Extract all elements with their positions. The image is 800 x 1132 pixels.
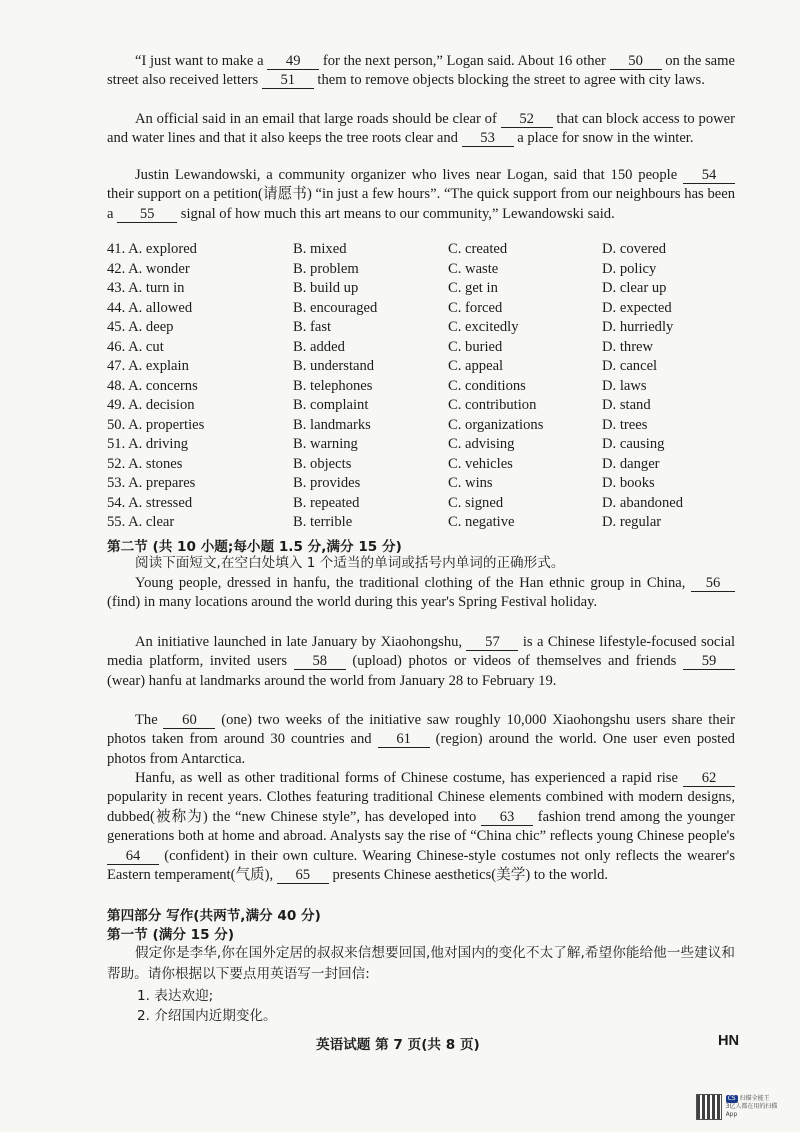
option-choice: 44. A. allowed xyxy=(107,299,193,316)
writing-prompt: 假定你是李华,你在国外定居的叔叔来信想要回国,他对国内的变化不太了解,希望你能给他一些建议和帮助。请你根据以下要点用英语写一封回信: xyxy=(107,945,735,982)
writing-point-2: 2. 介绍国内近期变化。 xyxy=(137,1008,277,1024)
option-choice: D. laws xyxy=(602,377,647,394)
option-choice: D. policy xyxy=(602,260,657,277)
option-choice: D. cancel xyxy=(602,358,658,374)
option-row xyxy=(107,456,747,475)
option-row xyxy=(107,280,747,299)
blank-61: 61 xyxy=(378,731,430,748)
option-choice: 41. A. explored xyxy=(107,241,197,257)
grammar-paragraph-3: The 60 (one) two weeks of the initiative saw roughly 10,000 Xiaohongshu users share their photos taken from around 30 countries and 61 (region) around the world. One user even posted photos from Antarctica. xyxy=(107,712,736,767)
option-row xyxy=(107,417,747,436)
option-row xyxy=(107,241,747,260)
writing-point-1: 1. 表达欢迎; xyxy=(137,988,214,1004)
option-choice: C. organizations xyxy=(448,416,544,433)
option-choice: C. wins xyxy=(448,475,493,491)
section2-heading: 第二节 (共 10 小题;每小题 1.5 分,满分 15 分) xyxy=(107,539,402,555)
option-choice: D. stand xyxy=(602,397,651,413)
option-choice: 48. A. concerns xyxy=(107,377,198,394)
option-choice: 55. A. clear xyxy=(107,514,175,530)
option-choice: B. landmarks xyxy=(293,416,371,433)
option-row xyxy=(107,436,747,455)
option-choice: C. conditions xyxy=(448,377,526,394)
scanner-tagline: 3亿人都在用的扫描App xyxy=(725,1103,778,1118)
blank-58: 58 xyxy=(294,653,346,670)
camscanner-logo-icon: CS xyxy=(727,1095,736,1102)
option-choice: B. fast xyxy=(293,319,332,335)
option-choice: D. trees xyxy=(602,416,648,433)
option-choice: B. repeated xyxy=(293,494,360,511)
scanner-watermark xyxy=(696,1093,788,1121)
blank-53: 53 xyxy=(462,130,514,147)
option-row xyxy=(107,514,747,533)
option-choice: B. complaint xyxy=(293,397,369,413)
scanner-app-name: 扫描全能王 xyxy=(739,1095,770,1102)
blank-57: 57 xyxy=(466,634,518,651)
grammar-paragraph-1: Young people, dressed in hanfu, the traditional clothing of the Han ethnic group in China, 56 (find) in many locations around the world during this year's Spring Festival holiday. xyxy=(107,574,735,613)
grammar-paragraph-2: An initiative launched in late January by Xiaohongshu, 57 is a Chinese lifestyle-focused social media platform, invited users 58 (upload) photos or videos of themselves and friends 59 (wear) hanfu at landmarks around the world from January 28 to February 19. xyxy=(107,634,735,689)
option-choice: 50. A. properties xyxy=(107,416,205,433)
option-choice: B. build up xyxy=(293,280,359,296)
option-choice: 42. A. wonder xyxy=(107,260,190,277)
section2-instruction: 阅读下面短文,在空白处填入 1 个适当的单词或括号内单词的正确形式。 xyxy=(135,555,565,571)
option-row xyxy=(107,300,747,319)
blank-60: 60 xyxy=(163,712,215,729)
option-choice: C. get in xyxy=(448,280,498,296)
option-row xyxy=(107,261,747,280)
option-choice: 51. A. driving xyxy=(107,436,189,452)
option-choice: B. added xyxy=(293,338,345,355)
page-footer-title: 英语试题 第 7 页(共 8 页) xyxy=(316,1037,480,1053)
option-row xyxy=(107,397,747,416)
option-choice: D. books xyxy=(602,475,655,491)
option-choice: B. telephones xyxy=(293,377,373,394)
blank-59: 59 xyxy=(683,653,735,670)
option-choice: D. abandoned xyxy=(602,494,684,511)
option-choice: C. waste xyxy=(448,260,499,277)
blank-49: 49 xyxy=(267,53,319,70)
blank-51: 51 xyxy=(262,72,314,89)
blank-54: 54 xyxy=(683,167,735,184)
blank-56: 56 xyxy=(691,575,735,592)
option-choice: C. vehicles xyxy=(448,455,513,472)
part4-heading: 第四部分 写作(共两节,满分 40 分) xyxy=(107,908,321,924)
option-row xyxy=(107,339,747,358)
option-choice: D. regular xyxy=(602,514,662,530)
cloze-paragraph-3: Justin Lewandowski, a community organizer who lives near Logan, said that 150 people 54 their support on a petition(请愿书) “in just a few hours”. “The quick support from our neighbours has been a 55 signal of how much this art means to our community,” Lewandowski said. xyxy=(107,167,735,222)
option-choice: C. created xyxy=(448,241,508,257)
cloze-paragraph-2: An official said in an email that large roads should be clear of 52 that can block access to power and water lines and that it also keeps the tree roots clear and 53 a place for snow in the winter. xyxy=(107,111,735,147)
option-choice: C. appeal xyxy=(448,358,504,374)
option-choice: C. advising xyxy=(448,436,515,452)
part4-sub-heading: 第一节 (满分 15 分) xyxy=(107,927,235,943)
option-choice: B. problem xyxy=(293,260,359,277)
option-choice: D. hurriedly xyxy=(602,319,674,335)
option-choice: B. provides xyxy=(293,475,361,491)
blank-50: 50 xyxy=(610,53,662,70)
grammar-paragraph-4: Hanfu, as well as other traditional forms of Chinese costume, has experienced a rapid rise 62 popularity in recent years. Clothes featuring traditional Chinese elements combined with modern designs, dubbed(被称为) the “new Chinese style”, has developed into 63 fashion trend among the younger generations both at home and abroad. Analysts say the rise of “China chic” reflects young Chinese people's 64 (confident) in their own culture. Wearing Chinese-style costumes not only reflects the wearer's Eastern temperament(气质), 65 presents Chinese aesthetics(美学) to the world. xyxy=(107,770,735,884)
option-row xyxy=(107,358,747,377)
option-choice: D. threw xyxy=(602,338,654,355)
option-choice: 47. A. explain xyxy=(107,358,189,374)
option-choice: D. danger xyxy=(602,455,660,472)
option-choice: 46. A. cut xyxy=(107,338,164,355)
option-choice: D. causing xyxy=(602,436,665,452)
option-choice: B. understand xyxy=(293,358,375,374)
option-row xyxy=(107,378,747,397)
option-choice: B. encouraged xyxy=(293,299,378,316)
option-row xyxy=(107,495,747,514)
blank-65: 65 xyxy=(277,867,329,884)
blank-63: 63 xyxy=(481,809,533,826)
option-choice: B. warning xyxy=(293,436,358,452)
qr-code-icon xyxy=(696,1094,722,1120)
option-choice: B. mixed xyxy=(293,241,347,257)
option-choice: B. objects xyxy=(293,455,352,472)
blank-52: 52 xyxy=(501,111,553,128)
cloze-paragraph-1: “I just want to make a 49 for the next person,” Logan said. About 16 other 50 on the same street also received letters 51 them to remove objects blocking the street to agree with city laws. xyxy=(107,53,735,89)
option-choice: C. buried xyxy=(448,338,503,355)
page-footer-code: HN xyxy=(718,1033,740,1049)
option-choice: C. excitedly xyxy=(448,319,519,335)
option-choice: 49. A. decision xyxy=(107,397,195,413)
option-choice: C. contribution xyxy=(448,397,537,413)
option-choice: 43. A. turn in xyxy=(107,280,185,296)
option-choice: 45. A. deep xyxy=(107,319,174,335)
blank-55: 55 xyxy=(117,206,177,223)
option-row xyxy=(107,319,747,338)
option-choice: B. terrible xyxy=(293,514,353,530)
option-choice: D. expected xyxy=(602,299,672,316)
option-choice: 53. A. prepares xyxy=(107,475,196,491)
option-choice: 54. A. stressed xyxy=(107,494,193,511)
option-row xyxy=(107,475,747,494)
option-choice: C. signed xyxy=(448,494,504,511)
option-choice: D. covered xyxy=(602,241,667,257)
blank-62: 62 xyxy=(683,770,735,787)
blank-64: 64 xyxy=(107,848,159,865)
option-choice: 52. A. stones xyxy=(107,455,183,472)
option-choice: C. negative xyxy=(448,514,515,530)
option-choice: D. clear up xyxy=(602,280,667,296)
option-choice: C. forced xyxy=(448,299,503,316)
